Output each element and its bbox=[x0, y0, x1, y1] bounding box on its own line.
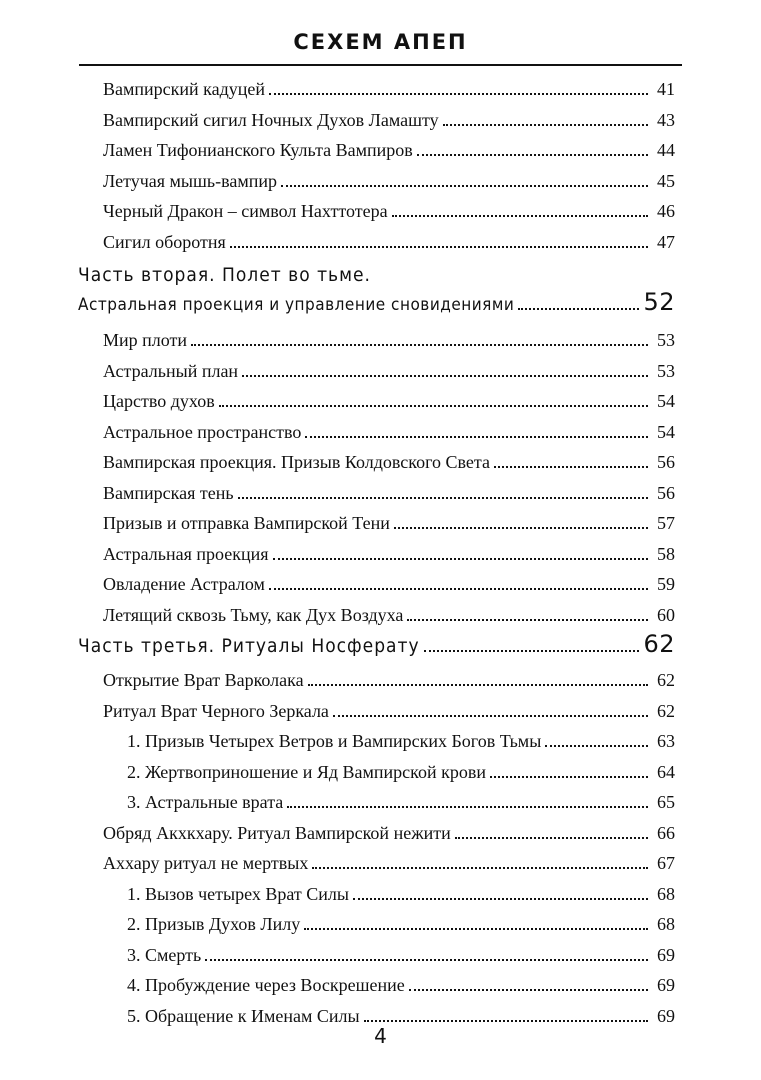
dot-leader bbox=[230, 246, 648, 248]
toc-entry[interactable] bbox=[103, 140, 675, 171]
toc-entry[interactable] bbox=[103, 853, 675, 884]
toc-entry[interactable] bbox=[103, 483, 675, 514]
toc-entry-title: Летучая мышь-вампир bbox=[103, 170, 277, 191]
toc-entry-page: 64 bbox=[657, 761, 675, 782]
toc-entry[interactable] bbox=[103, 232, 675, 263]
part-three-page: 62 bbox=[643, 630, 675, 658]
toc-entry-page: 43 bbox=[657, 109, 675, 130]
toc-entry-title: Астральная проекция bbox=[103, 543, 269, 564]
dot-leader bbox=[392, 215, 648, 217]
dot-leader bbox=[273, 558, 649, 560]
dot-leader bbox=[269, 93, 648, 95]
toc-entry-title: 3. Смерть bbox=[127, 944, 202, 965]
dot-leader bbox=[242, 375, 648, 377]
toc-entry-page: 53 bbox=[657, 360, 675, 381]
toc-entry-title: Овладение Астралом bbox=[103, 574, 265, 594]
toc-entry-title: Летящий сквозь Тьму, как Дух Воздуха bbox=[103, 604, 404, 625]
toc-entry[interactable] bbox=[103, 452, 675, 483]
dot-leader bbox=[407, 619, 648, 621]
toc-entry-title: Вампирская тень bbox=[103, 482, 234, 503]
toc-entry[interactable] bbox=[103, 513, 675, 544]
toc-entry-page: 63 bbox=[657, 731, 675, 751]
toc-entry-page: 54 bbox=[657, 421, 675, 442]
dot-leader bbox=[417, 154, 648, 156]
dot-leader bbox=[269, 588, 648, 590]
dot-leader bbox=[424, 650, 640, 652]
toc-entry[interactable] bbox=[103, 110, 675, 141]
toc-entry-title: Астральный план bbox=[103, 360, 239, 381]
toc-entry[interactable] bbox=[103, 422, 675, 453]
toc-entry-page: 59 bbox=[657, 574, 675, 594]
dot-leader bbox=[455, 837, 648, 839]
toc-group-1 bbox=[103, 79, 675, 262]
toc-entry-page: 53 bbox=[657, 330, 675, 350]
dot-leader bbox=[353, 898, 648, 900]
toc-entry[interactable] bbox=[103, 201, 675, 232]
toc-subentry[interactable] bbox=[103, 945, 675, 976]
toc-entry-page: 69 bbox=[657, 975, 675, 995]
dot-leader bbox=[219, 405, 648, 407]
toc-entry-page: 58 bbox=[657, 543, 675, 564]
toc-entry-page: 54 bbox=[657, 391, 675, 411]
toc-entry[interactable] bbox=[103, 544, 675, 575]
toc-entry-page: 69 bbox=[657, 944, 675, 965]
toc-subentry[interactable] bbox=[103, 731, 675, 762]
toc-entry[interactable] bbox=[103, 391, 675, 422]
dot-leader bbox=[304, 928, 648, 930]
toc-entry[interactable] bbox=[103, 330, 675, 361]
dot-leader bbox=[305, 436, 648, 438]
toc-entry[interactable] bbox=[103, 823, 675, 854]
toc-entry-title: Сигил оборотня bbox=[103, 231, 226, 252]
toc-entry-title: Царство духов bbox=[103, 391, 215, 411]
dot-leader bbox=[287, 806, 648, 808]
toc-entry-page: 57 bbox=[657, 513, 675, 533]
dot-leader bbox=[238, 497, 648, 499]
toc-entry-title: Открытие Врат Варколака bbox=[103, 670, 304, 690]
part-three-row[interactable] bbox=[78, 630, 675, 659]
dot-leader bbox=[364, 1020, 648, 1022]
toc-subentry[interactable] bbox=[103, 914, 675, 945]
part-two-heading bbox=[78, 262, 675, 316]
toc-entry-title: 3. Астральные врата bbox=[127, 792, 284, 812]
dot-leader bbox=[518, 308, 639, 310]
dot-leader bbox=[494, 466, 648, 468]
toc-entry-title: 2. Жертвоприношение и Яд Вампирской крови bbox=[127, 761, 486, 782]
toc-entry-title: Ритуал Врат Черного Зеркала bbox=[103, 700, 329, 721]
toc-entry-title: 4. Пробуждение через Воскрешение bbox=[127, 975, 405, 995]
toc-entry-page: 47 bbox=[657, 231, 675, 252]
toc-entry-title: Аххару ритуал не мертвых bbox=[103, 853, 309, 873]
toc-entry-page: 69 bbox=[657, 1005, 675, 1026]
toc-entry-page: 62 bbox=[657, 700, 675, 721]
toc-entry-page: 44 bbox=[657, 140, 675, 160]
dot-leader bbox=[490, 776, 648, 778]
toc-entry-title: Вампирский кадуцей bbox=[103, 79, 266, 99]
toc-entry-title: 2. Призыв Духов Лилу bbox=[127, 914, 301, 934]
dot-leader bbox=[443, 124, 648, 126]
toc-subentry[interactable] bbox=[103, 975, 675, 1006]
toc-entry-page: 56 bbox=[657, 482, 675, 503]
running-header: СЕХЕМ АПЕП bbox=[293, 30, 468, 54]
part-two-title: Часть вторая. Полет во тьме. bbox=[78, 264, 371, 286]
toc-entry-title: Ламен Тифонианского Культа Вампиров bbox=[103, 140, 413, 160]
page-number: 4 bbox=[374, 1024, 387, 1048]
toc-entry-title: Вампирская проекция. Призыв Колдовского Света bbox=[103, 452, 490, 472]
toc-entry-page: 45 bbox=[657, 170, 675, 191]
toc-entry-page: 56 bbox=[657, 452, 675, 472]
toc-entry[interactable] bbox=[103, 670, 675, 701]
toc-entry-title: Черный Дракон – символ Нахттотера bbox=[103, 201, 388, 221]
header-rule bbox=[79, 64, 682, 66]
toc-entry-title: Обряд Акхкхару. Ритуал Вампирской нежити bbox=[103, 822, 451, 843]
toc-entry-page: 46 bbox=[657, 201, 675, 221]
dot-leader bbox=[205, 959, 648, 961]
toc-entry-page: 68 bbox=[657, 883, 675, 904]
part-three-heading bbox=[78, 630, 675, 659]
dot-leader bbox=[308, 684, 648, 686]
part-two-page: 52 bbox=[643, 288, 675, 316]
toc-entry-page: 65 bbox=[657, 792, 675, 812]
toc-entry[interactable] bbox=[103, 171, 675, 202]
dot-leader bbox=[312, 867, 648, 869]
toc-entry[interactable] bbox=[103, 361, 675, 392]
toc-entry-title: Астральное пространство bbox=[103, 421, 302, 442]
dot-leader bbox=[394, 527, 648, 529]
toc-entry-page: 60 bbox=[657, 604, 675, 625]
dot-leader bbox=[191, 344, 648, 346]
dot-leader bbox=[281, 185, 648, 187]
toc-entry-title: Мир плоти bbox=[103, 330, 188, 350]
part-two-row[interactable] bbox=[78, 288, 675, 316]
dot-leader bbox=[545, 745, 648, 747]
toc-subentry[interactable] bbox=[103, 792, 675, 823]
toc-entry-title: 5. Обращение к Именам Силы bbox=[127, 1005, 360, 1026]
toc-entry-page: 67 bbox=[657, 853, 675, 873]
toc-entry-title: 1. Вызов четырех Врат Силы bbox=[127, 883, 349, 904]
toc-entry[interactable] bbox=[103, 574, 675, 605]
toc-entry-title: 1. Призыв Четырех Ветров и Вампирских Богов Тьмы bbox=[127, 731, 542, 751]
toc-subentry[interactable] bbox=[103, 884, 675, 915]
dot-leader bbox=[333, 715, 648, 717]
toc-entry-page: 68 bbox=[657, 914, 675, 934]
toc-group-2 bbox=[103, 330, 675, 635]
part-three-title: Часть третья. Ритуалы Носферату bbox=[78, 635, 420, 657]
toc-entry-title: Призыв и отправка Вампирской Тени bbox=[103, 513, 390, 533]
toc-subentry[interactable] bbox=[103, 762, 675, 793]
toc-entry-page: 41 bbox=[657, 79, 675, 99]
toc-entry-page: 66 bbox=[657, 822, 675, 843]
toc-group-3 bbox=[103, 670, 675, 1036]
toc-entry-title: Вампирский сигил Ночных Духов Ламашту bbox=[103, 109, 439, 130]
dot-leader bbox=[409, 989, 648, 991]
toc-entry-page: 62 bbox=[657, 670, 675, 690]
toc-entry[interactable] bbox=[103, 701, 675, 732]
part-two-subtitle: Астральная проекция и управление сновидениями bbox=[78, 295, 515, 315]
toc-entry[interactable] bbox=[103, 79, 675, 110]
